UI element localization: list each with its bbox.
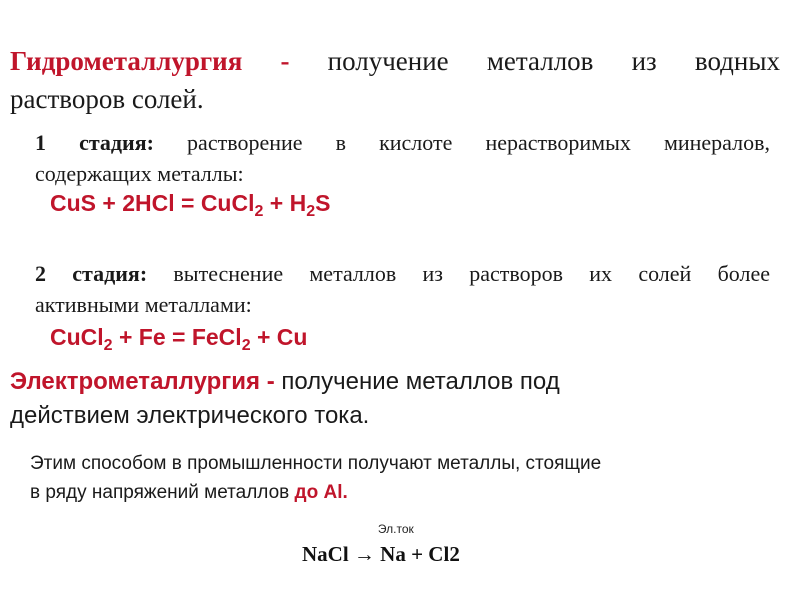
- stage2-paragraph: [35, 258, 770, 320]
- eq2-sub-b: 2: [241, 337, 251, 354]
- stage2-line1: [35, 258, 770, 289]
- equation-cucl2-fe: [50, 324, 308, 354]
- eq3-left: NaCl: [302, 542, 354, 566]
- hydrometallurgy-definition: получение металлов из водных: [327, 46, 780, 76]
- eq3-arrow-label: Эл.ток: [377, 522, 414, 536]
- electrometallurgy-term: Электрометаллургия: [10, 368, 261, 395]
- hydrometallurgy-paragraph: [10, 42, 780, 118]
- industry-note: [30, 449, 770, 507]
- equation-cus-hcl: [50, 190, 331, 220]
- eq2-part-a: CuCl: [50, 324, 104, 350]
- hydrometallurgy-dash: -: [242, 46, 328, 76]
- stage2-label: 2 стадия:: [35, 261, 148, 286]
- stage1-line1: [35, 127, 770, 158]
- stage1-paragraph: [35, 127, 770, 189]
- note-highlight: до Al.: [294, 482, 348, 503]
- stage1-label: 1 стадия:: [35, 130, 154, 155]
- note-line1: Этим способом в промышленности получают металлы, стоящие: [30, 453, 602, 474]
- stage1-line2: содержащих металлы:: [35, 161, 244, 186]
- eq2-part-b: + Fe = FeCl: [112, 324, 242, 350]
- stage2-line2: активными металлами:: [35, 292, 252, 317]
- hydrometallurgy-line1: [10, 42, 780, 80]
- eq3-right: Na + Cl: [374, 542, 450, 566]
- eq1-part-a: CuS + 2HCl = CuCl: [50, 190, 255, 216]
- eq1-part-b: + H: [263, 190, 307, 216]
- electrometallurgy-line2: действием электрического тока.: [10, 402, 370, 429]
- eq1-part-c: S: [315, 190, 331, 216]
- right-arrow-icon: →: [353, 542, 375, 566]
- electrometallurgy-paragraph: [10, 365, 730, 433]
- eq2-sub-a: 2: [103, 337, 113, 354]
- equation-nacl-electrolysis: [302, 522, 460, 567]
- eq3-right-sub: 2: [449, 542, 460, 566]
- electrometallurgy-definition: получение металлов под: [281, 368, 560, 395]
- eq2-part-c: + Cu: [250, 324, 308, 350]
- hydrometallurgy-line2: растворов солей.: [10, 84, 204, 114]
- stage1-text: растворение в кислоте нерастворимых минералов,: [153, 130, 771, 155]
- hydrometallurgy-term: Гидрометаллургия: [10, 46, 243, 76]
- stage2-text: вытеснение металлов из растворов их солей более: [147, 261, 770, 286]
- electrometallurgy-dash: -: [260, 368, 282, 395]
- eq1-sub-a: 2: [254, 203, 264, 220]
- eq1-sub-b: 2: [306, 203, 316, 220]
- note-line2: в ряду напряжений металлов: [30, 482, 295, 503]
